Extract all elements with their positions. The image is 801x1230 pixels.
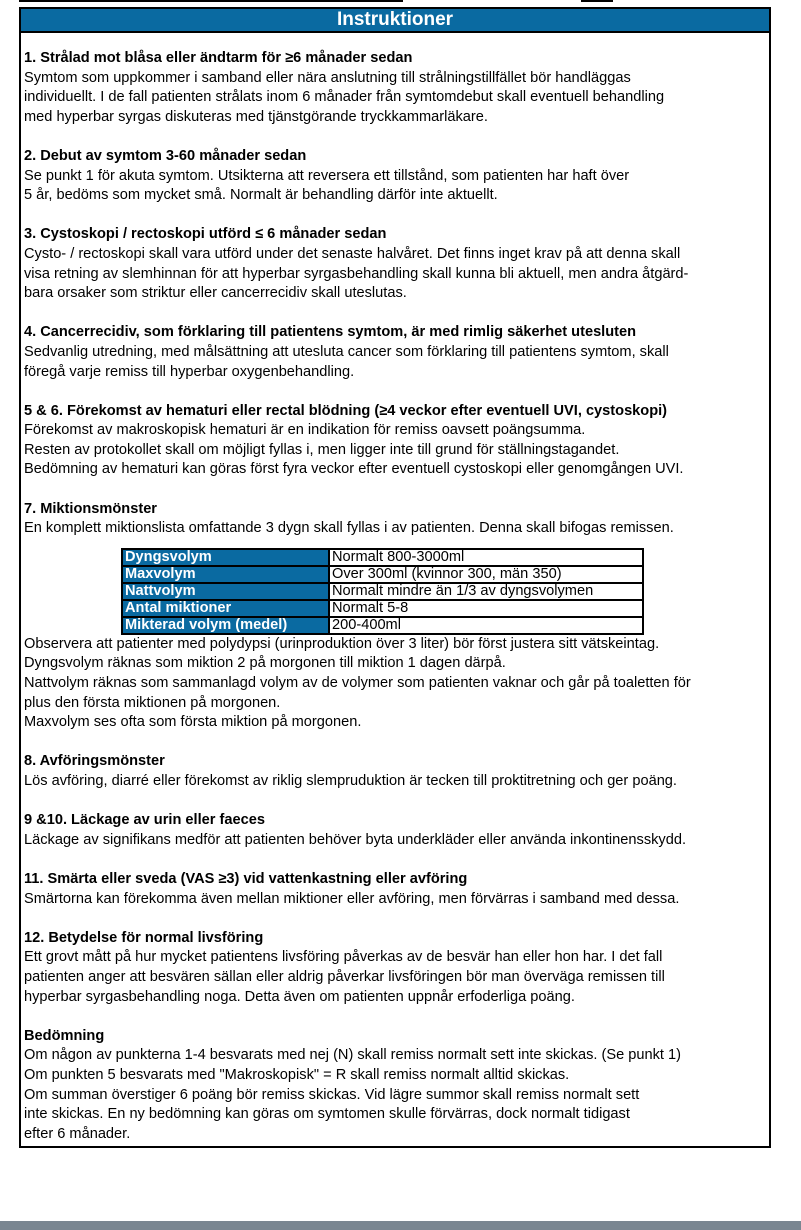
section-4 bbox=[24, 323, 766, 382]
text-line: En komplett miktionslista omfattande 3 dygn skall fyllas i av patienten. Denna skall bifogas remissen. bbox=[24, 520, 674, 537]
section-bedomning bbox=[24, 1027, 766, 1145]
top-cell-edge bbox=[581, 0, 613, 2]
text-line: visa retning av slemhinnan för att hyperbar syrgasbehandling skall kunna bli aktuell, men andra åtgärd- bbox=[24, 265, 689, 282]
table-row bbox=[122, 583, 643, 600]
table-value-cell: Normalt 800-3000ml bbox=[329, 549, 643, 566]
footer-bar bbox=[0, 1221, 801, 1230]
text-line: Om någon av punkterna 1-4 besvarats med nej (N) skall remiss normalt sett inte skickas. (Se punkt 1) bbox=[24, 1047, 681, 1064]
section-body bbox=[24, 772, 766, 792]
text-line: föregå varje remiss till hyperbar oxygenbehandling. bbox=[24, 363, 355, 380]
text-line: Läckage av signifikans medför att patienten behöver byta underkläder eller använda inkontinensskydd. bbox=[24, 831, 686, 848]
section-body bbox=[24, 890, 766, 910]
text-line: Nattvolym räknas som sammanlagd volym av de volymer som patienten vaknar och går på toaletten för bbox=[24, 675, 691, 692]
section-2 bbox=[24, 147, 766, 206]
top-cell-edge bbox=[19, 0, 403, 2]
section-heading: 9 &10. Läckage av urin eller faeces bbox=[24, 812, 265, 829]
table-row bbox=[122, 600, 643, 617]
text-line: Se punkt 1 för akuta symtom. Utsikterna att reversera ett tillstånd, som patienten har haft över bbox=[24, 167, 630, 184]
text-line: Om punkten 5 besvarats med "Makroskopisk" = R skall remiss normalt alltid skickas. bbox=[24, 1066, 570, 1083]
text-line: Maxvolym ses ofta som första miktion på morgonen. bbox=[24, 714, 362, 731]
text-line: med hyperbar syrgas diskuteras med tjänstgörande tryckkammarläkare. bbox=[24, 108, 488, 125]
section-heading: 12. Betydelse för normal livsföring bbox=[24, 929, 264, 946]
table-value-cell: 200-400ml bbox=[329, 617, 643, 634]
page-title: Instruktioner bbox=[21, 9, 769, 33]
section-1 bbox=[24, 49, 766, 127]
table-label-cell: Antal miktioner bbox=[122, 600, 329, 617]
section-body bbox=[24, 167, 766, 206]
section-3 bbox=[24, 225, 766, 303]
table-row bbox=[122, 566, 643, 583]
section-9-10 bbox=[24, 811, 766, 850]
miktion-reference-table bbox=[121, 548, 644, 635]
section-heading: Bedömning bbox=[24, 1027, 105, 1044]
instructions-page bbox=[19, 7, 771, 1148]
section-heading: 7. Miktionsmönster bbox=[24, 500, 157, 517]
table-label-cell: Mikterad volym (medel) bbox=[122, 617, 329, 634]
table-label-cell: Dyngsvolym bbox=[122, 549, 329, 566]
section-8 bbox=[24, 752, 766, 791]
section-7 bbox=[24, 500, 766, 733]
section-heading: 8. Avföringsmönster bbox=[24, 753, 165, 770]
text-line: 5 år, bedöms som mycket små. Normalt är behandling därför inte aktuellt. bbox=[24, 187, 498, 204]
section-body bbox=[24, 245, 766, 304]
table-row bbox=[122, 617, 643, 634]
text-line: bara orsaker som striktur eller cancerrecidiv skall uteslutas. bbox=[24, 285, 407, 302]
section-body bbox=[24, 343, 766, 382]
text-line: patienten anger att besvären sällan eller aldrig påverkar livsföringen bör man överväga remissen till bbox=[24, 968, 665, 985]
text-line: Dyngsvolym räknas som miktion 2 på morgonen till miktion 1 dagen därpå. bbox=[24, 655, 506, 672]
section-11 bbox=[24, 870, 766, 909]
text-line: Om summan överstiger 6 poäng bör remiss skickas. Vid lägre summor skall remiss normalt sett bbox=[24, 1086, 640, 1103]
section-5-6 bbox=[24, 402, 766, 480]
table-label-cell: Maxvolym bbox=[122, 566, 329, 583]
text-line: Ett grovt mått på hur mycket patientens livsföring påverkas av de besvär han eller hon har. I det fall bbox=[24, 949, 663, 966]
text-line: Lös avföring, diarré eller förekomst av riklig slempruduktion är tecken till proktitretning och ger poäng. bbox=[24, 773, 677, 789]
text-line: inte skickas. En ny bedömning kan göras om symtomen skulle förvärras, dock normalt tidigast bbox=[24, 1106, 630, 1123]
section-body bbox=[24, 421, 766, 480]
text-line: Observera att patienter med polydypsi (urinproduktion över 3 liter) bör först justera sitt vätskeintag. bbox=[24, 635, 660, 652]
text-line: Förekomst av makroskopisk hematuri är en indikation för remiss oavsett poängsumma. bbox=[24, 422, 586, 439]
text-line: Symtom som uppkommer i samband eller nära anslutning till strålningstillfället bör handläggas bbox=[24, 69, 631, 86]
table-value-cell: Normalt mindre än 1/3 av dyngsvolymen bbox=[329, 583, 643, 600]
table-value-cell: Över 300ml (kvinnor 300, män 350) bbox=[329, 566, 643, 583]
section-heading: 1. Strålad mot blåsa eller ändtarm för ≥6 månader sedan bbox=[24, 50, 413, 66]
text-line: hyperbar syrgasbehandling noga. Detta även om patienten uppnår erfoderliga poäng. bbox=[24, 988, 575, 1005]
table-row bbox=[122, 549, 643, 566]
section-body bbox=[24, 519, 766, 539]
text-line: efter 6 månader. bbox=[24, 1125, 131, 1142]
table-value-cell: Normalt 5-8 bbox=[329, 600, 643, 617]
section-body bbox=[24, 69, 766, 128]
section-heading: 5 & 6. Förekomst av hematuri eller rectal blödning (≥4 veckor efter eventuell UVI, cystoskopi) bbox=[24, 402, 668, 419]
text-line: Cysto- / rectoskopi skall vara utförd under det senaste halvåret. Det finns inget krav på att denna skall bbox=[24, 245, 681, 262]
section-body bbox=[24, 831, 766, 851]
text-line: Sedvanlig utredning, med målsättning att utesluta cancer som förklaring till patientens symtom, skall bbox=[24, 343, 669, 360]
text-line: individuellt. I de fall patienten strålats inom 6 månader från symtomdebut skall eventuell behandling bbox=[24, 89, 665, 106]
text-line: Smärtorna kan förekomma även mellan miktioner eller avföring, men förvärras i samband med dessa. bbox=[24, 890, 680, 907]
text-line: plus den första miktionen på morgonen. bbox=[24, 694, 281, 711]
text-line: Resten av protokollet skall om möjligt fyllas i, men ligger inte till grund för ställningstagandet. bbox=[24, 441, 620, 458]
text-line: Bedömning av hematuri kan göras först fyra veckor efter eventuell cystoskopi eller genomgången UVI. bbox=[24, 461, 684, 478]
section-body bbox=[24, 1046, 766, 1144]
section-body bbox=[24, 635, 766, 733]
section-heading: 2. Debut av symtom 3-60 månader sedan bbox=[24, 147, 307, 164]
section-12 bbox=[24, 929, 766, 1007]
instructions-content bbox=[24, 49, 766, 1164]
section-heading: 4. Cancerrecidiv, som förklaring till patientens symtom, är med rimlig säkerhet utesluten bbox=[24, 324, 637, 341]
section-heading: 3. Cystoskopi / rectoskopi utförd ≤ 6 månader sedan bbox=[24, 226, 387, 243]
table-label-cell: Nattvolym bbox=[122, 583, 329, 600]
section-body bbox=[24, 948, 766, 1007]
section-heading: 11. Smärta eller sveda (VAS ≥3) vid vattenkastning eller avföring bbox=[24, 870, 468, 887]
